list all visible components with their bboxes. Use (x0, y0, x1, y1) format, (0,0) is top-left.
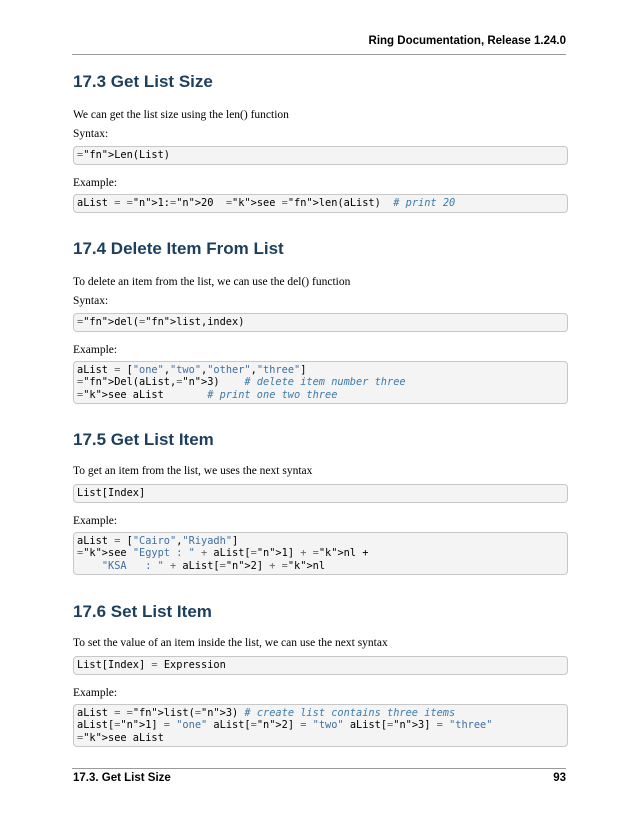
page-number: 93 (553, 772, 566, 784)
code-line: ="k">see aList (77, 731, 164, 744)
code-line: ="fn">Del(aList,="n">3) # delete item number three (77, 376, 406, 389)
syntax-code-block (73, 146, 568, 165)
section-heading: 17.5 Get List Item (73, 430, 214, 449)
section-intro: To delete an item from the list, we can use the del() function (73, 276, 351, 288)
code-line: ="k">see "Egypt : " + aList[="n">1] + ="k">nl + (77, 547, 369, 560)
code-line: ="fn">Len(List) (77, 149, 170, 161)
example-label: Example: (73, 687, 118, 699)
example-code-block (73, 361, 568, 404)
section-set-list-item (73, 602, 568, 752)
code-line: aList = ="fn">list(="n">3) # create list contains three items (77, 707, 456, 719)
footer-section-name: 17.3. Get List Size (73, 772, 171, 784)
code-line: "KSA : " + aList[="n">2] + ="k">nl (101, 559, 326, 572)
section-intro: We can get the list size using the len() function (73, 109, 289, 121)
syntax-label: Syntax: (73, 128, 109, 140)
code-line: List[Index] (77, 487, 146, 499)
example-code-block (73, 194, 568, 213)
code-line: ="k">see aList # print one two three (77, 388, 338, 401)
syntax-code-block (73, 313, 568, 332)
section-get-list-item (73, 430, 568, 580)
code-line: ="fn">del(="fn">list,index) (77, 316, 245, 328)
code-line: aList = ="n">1:="n">20 ="k">see ="fn">len(aList) # print 20 (77, 197, 456, 209)
section-heading: 17.4 Delete Item From List (73, 239, 284, 258)
section-intro: To set the value of an item inside the list, we can use the next syntax (73, 637, 388, 649)
section-heading: 17.3 Get List Size (73, 72, 213, 91)
header-divider (72, 54, 566, 55)
code-line: aList = ["one","two","other","three"] (77, 364, 307, 376)
syntax-label: Syntax: (73, 295, 109, 307)
section-delete-item (73, 239, 568, 409)
example-code-block (73, 532, 568, 575)
example-label: Example: (73, 515, 118, 527)
section-intro: To get an item from the list, we uses the next syntax (73, 465, 313, 477)
syntax-code-block (73, 656, 568, 675)
code-line: aList[="n">1] = "one" aList[="n">2] = "two" aList[="n">3] = "three" (77, 719, 493, 732)
example-label: Example: (73, 177, 118, 189)
example-code-block (73, 704, 568, 747)
example-label: Example: (73, 344, 118, 356)
syntax-code-block (73, 484, 568, 503)
footer-divider (72, 768, 566, 769)
running-header: Ring Documentation, Release 1.24.0 (368, 35, 566, 47)
section-get-list-size (73, 72, 568, 222)
section-heading: 17.6 Set List Item (73, 602, 212, 621)
code-line: List[Index] = Expression (77, 659, 226, 671)
code-line: aList = ["Cairo","Riyadh"] (77, 535, 239, 547)
